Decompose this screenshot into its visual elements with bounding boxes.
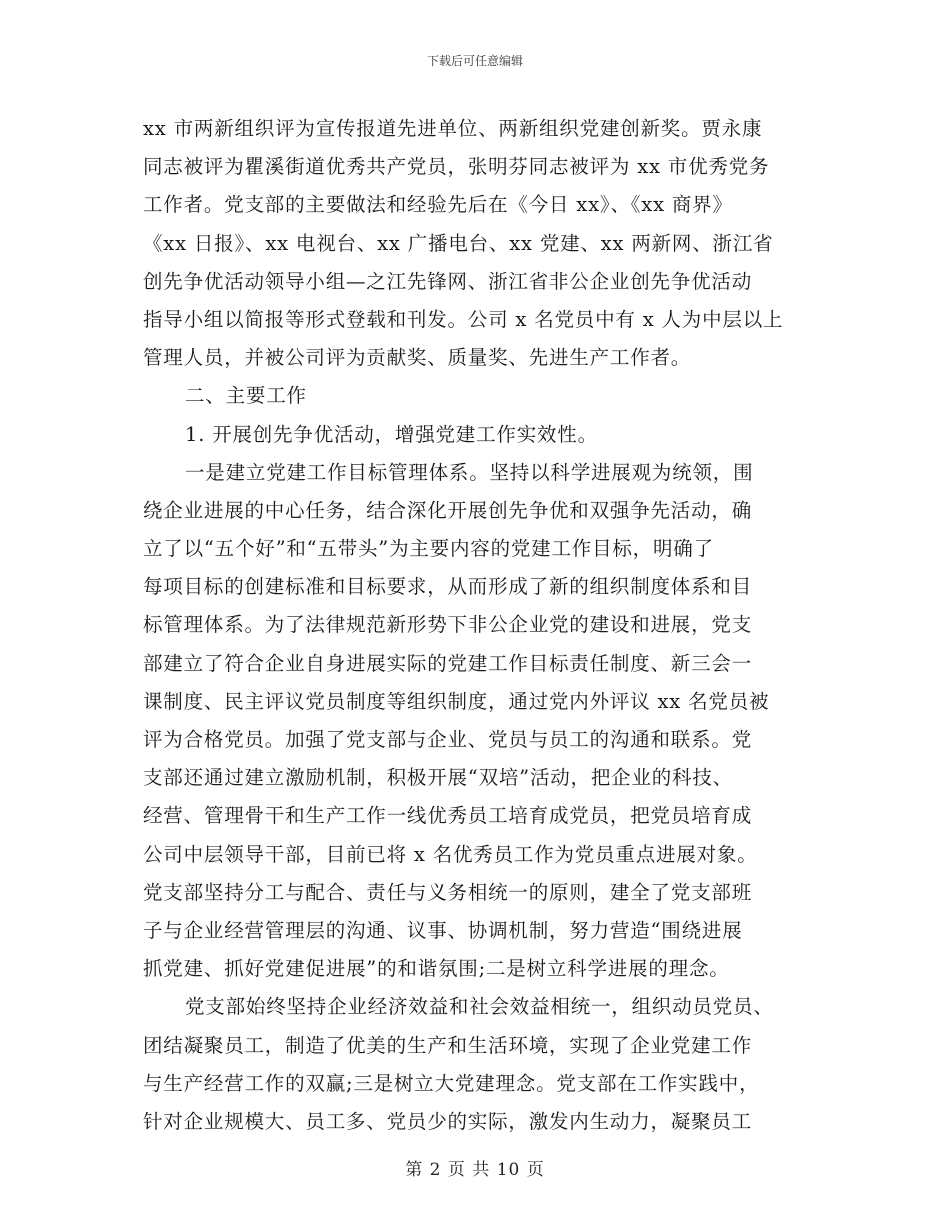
page-header: 下载后可任意编辑 bbox=[426, 54, 523, 68]
paragraph-line: 部建立了符合企业自身进展实际的党建工作目标责任制度、新三会一 bbox=[143, 651, 753, 675]
paragraph-line: 团结凝聚员工，制造了优美的生产和生活环境，实现了企业党建工作 bbox=[143, 1033, 753, 1057]
paragraph-line: 与生产经营工作的双赢;三是树立大党建理念。党支部在工作实践中， bbox=[143, 1071, 760, 1095]
document-body bbox=[143, 110, 808, 1141]
paragraph-line: 标管理体系。为了法律规范新形势下非公企业党的建设和进展，党支 bbox=[143, 613, 753, 637]
paragraph-line: 管理人员，并被公司评为贡献奖、质量奖、先进生产工作者。 bbox=[143, 346, 692, 370]
page-number: 第 2 页 共 10 页 bbox=[405, 1160, 545, 1180]
paragraph-line: 经营、管理骨干和生产工作一线优秀员工培育成党员，把党员培育成 bbox=[143, 804, 753, 828]
subsection-heading: 1. 开展创先争优活动，增强党建工作实效性。 bbox=[185, 422, 598, 446]
paragraph-line: 绕企业进展的中心任务，结合深化开展创先争优和双强争先活动，确 bbox=[143, 498, 753, 522]
paragraph-line: 公司中层领导干部，目前已将 x 名优秀员工作为党员重点进展对象。 bbox=[143, 842, 758, 866]
paragraph-line: 子与企业经营管理层的沟通、议事、协调机制，努力营造“围绕进展 bbox=[143, 918, 743, 942]
paragraph-line: xx 市两新组织评为宣传报道先进单位、两新组织党建创新奖。贾永康 bbox=[143, 117, 763, 140]
paragraph-line: 党支部坚持分工与配合、责任与义务相统一的原则，建全了党支部班 bbox=[143, 880, 753, 904]
paragraph-line: 党支部始终坚持企业经济效益和社会效益相统一，组织动员党员、 bbox=[185, 995, 774, 1019]
paragraph-line: 支部还通过建立激励机制，积极开展“双培”活动，把企业的科技、 bbox=[143, 766, 733, 790]
paragraph-line: 创先争优活动领导小组—之江先锋网、浙江省非公企业创先争优活动 bbox=[143, 269, 753, 293]
paragraph-line: 指导小组以简报等形式登载和刊发。公司 x 名党员中有 x 人为中层以上 bbox=[143, 307, 784, 331]
paragraph-line: 抓党建、抓好党建促进展”的和谐氛围;二是树立科学进展的理念。 bbox=[143, 957, 730, 981]
section-heading: 二、主要工作 bbox=[185, 384, 307, 408]
paragraph-line: 每项目标的创建标准和目标要求，从而形成了新的组织制度体系和目 bbox=[143, 575, 753, 599]
paragraph-line: 同志被评为瞿溪街道优秀共产党员，张明芬同志被评为 xx 市优秀党务 bbox=[143, 155, 770, 179]
paragraph-line: 工作者。党支部的主要做法和经验先后在《今日 xx》、《xx 商界》 bbox=[143, 193, 733, 217]
paragraph-line: 评为合格党员。加强了党支部与企业、党员与员工的沟通和联系。党 bbox=[143, 728, 753, 751]
paragraph-line: 《xx 日报》、xx 电视台、xx 广播电台、xx 党建、xx 两新网、浙江省 bbox=[143, 231, 774, 255]
paragraph-line: 立了以“五个好”和“五带头”为主要内容的党建工作目标，明确了 bbox=[143, 537, 714, 561]
paragraph-line: 一是建立党建工作目标管理体系。坚持以科学进展观为统领，围 bbox=[185, 460, 754, 484]
paragraph-line: 课制度、民主评议党员制度等组织制度，通过党内外评议 xx 名党员被 bbox=[143, 689, 770, 713]
paragraph-line: 针对企业规模大、员工多、党员少的实际，激发内生动力，凝聚员工 bbox=[143, 1109, 753, 1133]
